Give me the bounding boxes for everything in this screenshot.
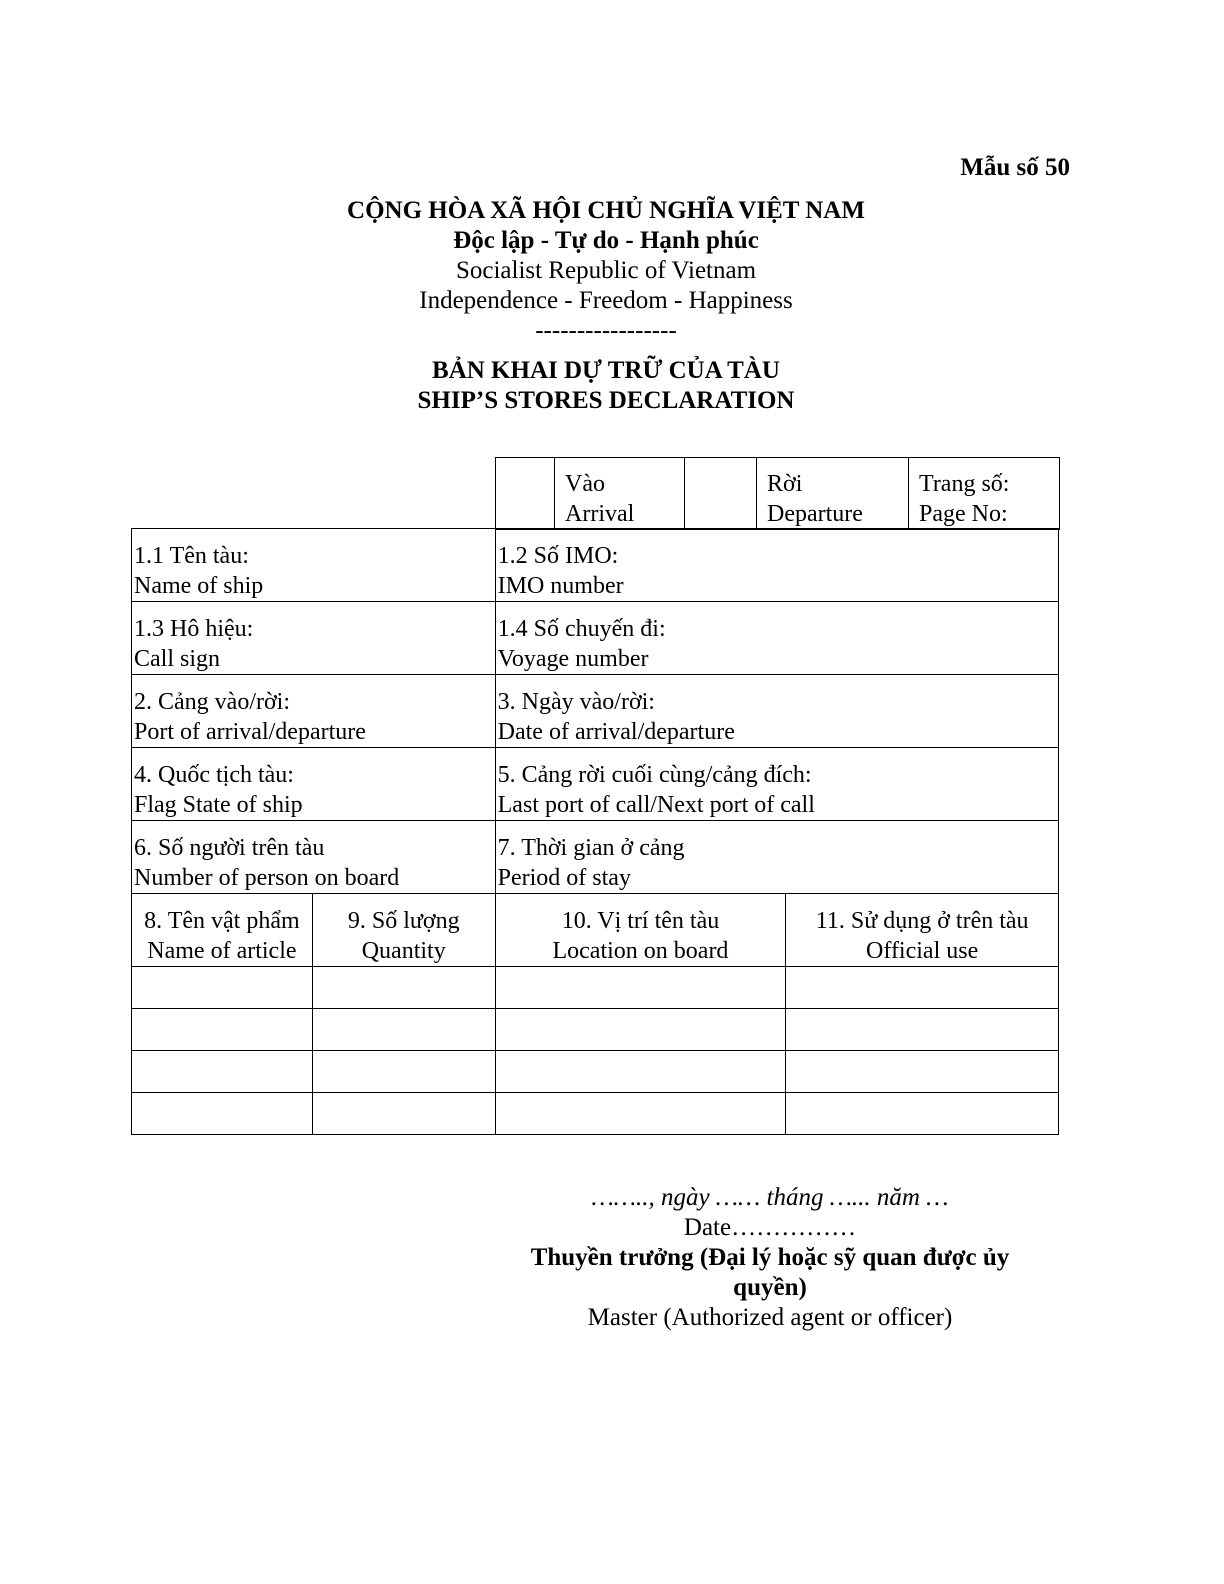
column-header-en: Quantity — [361, 938, 446, 964]
title-en: SHIP’S STORES DECLARATION — [417, 387, 795, 414]
official-use-cell[interactable] — [786, 1093, 1059, 1135]
call-sign-field[interactable] — [132, 602, 496, 675]
country-name-en: Socialist Republic of Vietnam — [455, 257, 757, 284]
field-label-en: Port of arrival/departure — [134, 719, 366, 745]
column-header-official-use — [786, 894, 1059, 967]
field-label-en: Period of stay — [497, 865, 631, 891]
official-use-cell[interactable] — [786, 1009, 1059, 1051]
column-header-en: Location on board — [552, 938, 729, 964]
field-label-vi: 1.1 Tên tàu: — [134, 543, 249, 569]
field-row — [132, 821, 1059, 894]
date-line-en: Date…………… — [683, 1214, 857, 1241]
field-label-en: Name of ship — [134, 573, 264, 599]
port-field[interactable] — [132, 675, 496, 748]
arrival-label-en: Arrival — [565, 501, 635, 527]
field-row — [132, 602, 1059, 675]
field-label-en: Last port of call/Next port of call — [497, 792, 815, 818]
last-next-port-field[interactable] — [495, 748, 1058, 821]
imo-number-field[interactable] — [495, 529, 1058, 602]
table-row — [132, 967, 1059, 1009]
field-label-en: Call sign — [134, 646, 221, 672]
location-cell[interactable] — [495, 1093, 786, 1135]
field-label-en: Voyage number — [497, 646, 649, 672]
date-field[interactable] — [495, 675, 1058, 748]
persons-on-board-field[interactable] — [132, 821, 496, 894]
quantity-cell[interactable] — [312, 967, 495, 1009]
period-of-stay-field[interactable] — [495, 821, 1058, 894]
field-label-vi: 1.3 Hô hiệu: — [134, 616, 254, 642]
column-header-en: Official use — [866, 938, 979, 964]
field-label-en: Date of arrival/departure — [497, 719, 735, 745]
national-header — [0, 196, 1212, 346]
field-label-vi: 7. Thời gian ở cảng — [497, 835, 685, 861]
article-cell[interactable] — [132, 1009, 313, 1051]
field-label-vi: 6. Số người trên tàu — [134, 835, 325, 861]
table-row — [132, 1009, 1059, 1051]
page-number-label-vi: Trang số: — [919, 471, 1010, 497]
arrival-label-vi: Vào — [565, 471, 605, 497]
article-cell[interactable] — [132, 1093, 313, 1135]
column-header-en: Name of article — [147, 938, 297, 964]
quantity-cell[interactable] — [312, 1051, 495, 1093]
departure-label — [757, 458, 909, 530]
arrival-departure-table — [495, 457, 1060, 530]
stores-header-row — [132, 894, 1059, 967]
location-cell[interactable] — [495, 967, 786, 1009]
field-label-vi: 4. Quốc tịch tàu: — [134, 762, 294, 788]
signer-role-vi: Thuyền trưởng (Đại lý hoặc sỹ quan được ủy — [530, 1244, 1010, 1271]
location-cell[interactable] — [495, 1009, 786, 1051]
official-use-cell[interactable] — [786, 967, 1059, 1009]
field-label-en: Number of person on board — [134, 865, 400, 891]
field-label-vi: 2. Cảng vào/rời: — [134, 689, 290, 715]
departure-label-vi: Rời — [767, 471, 803, 497]
flag-state-field[interactable] — [132, 748, 496, 821]
page-number-label-en: Page No: — [919, 501, 1008, 527]
article-cell[interactable] — [132, 967, 313, 1009]
arrival-checkbox[interactable] — [496, 458, 555, 530]
departure-checkbox[interactable] — [685, 458, 757, 530]
arrival-label — [555, 458, 685, 530]
official-use-cell[interactable] — [786, 1051, 1059, 1093]
header-divider: ----------------- — [535, 317, 677, 344]
column-header-quantity — [312, 894, 495, 967]
ship-name-field[interactable] — [132, 529, 496, 602]
voyage-number-field[interactable] — [495, 602, 1058, 675]
article-cell[interactable] — [132, 1051, 313, 1093]
table-row — [132, 1093, 1059, 1135]
quantity-cell[interactable] — [312, 1093, 495, 1135]
column-header-vi: 11. Sử dụng ở trên tàu — [815, 908, 1029, 934]
field-label-en: IMO number — [497, 573, 624, 599]
page-number-field[interactable] — [909, 458, 1060, 530]
motto-en: Independence - Freedom - Happiness — [419, 287, 793, 314]
field-label-vi: 1.2 Số IMO: — [497, 543, 619, 569]
column-header-vi: 8. Tên vật phẩm — [144, 908, 300, 934]
field-row — [132, 675, 1059, 748]
field-label-en: Flag State of ship — [134, 792, 303, 818]
form-number: Mẫu số 50 — [960, 154, 1070, 181]
field-label-vi: 1.4 Số chuyến đi: — [497, 616, 666, 642]
ship-info-table — [131, 528, 1059, 1135]
country-name-vi: CỘNG HÒA XÃ HỘI CHỦ NGHĨA VIỆT NAM — [347, 197, 865, 224]
location-cell[interactable] — [495, 1051, 786, 1093]
column-header-article — [132, 894, 313, 967]
date-line-vi: …….., ngày …… tháng …... năm … — [591, 1184, 949, 1211]
column-header-location — [495, 894, 786, 967]
quantity-cell[interactable] — [312, 1009, 495, 1051]
signer-role-vi-continued: quyền) — [733, 1274, 807, 1301]
field-row — [132, 748, 1059, 821]
field-row — [132, 529, 1059, 602]
table-row — [132, 1051, 1059, 1093]
column-header-vi: 9. Số lượng — [347, 908, 460, 934]
motto-vi: Độc lập - Tự do - Hạnh phúc — [453, 227, 759, 254]
title-vi: BẢN KHAI DỰ TRỮ CỦA TÀU — [432, 357, 780, 384]
departure-label-en: Departure — [767, 501, 863, 527]
signature-block — [520, 1183, 1020, 1333]
document-title — [0, 356, 1212, 416]
signer-role-en: Master (Authorized agent or officer) — [587, 1304, 953, 1331]
field-label-vi: 3. Ngày vào/rời: — [497, 689, 655, 715]
column-header-vi: 10. Vị trí tên tàu — [561, 908, 720, 934]
field-label-vi: 5. Cảng rời cuối cùng/cảng đích: — [497, 762, 812, 788]
